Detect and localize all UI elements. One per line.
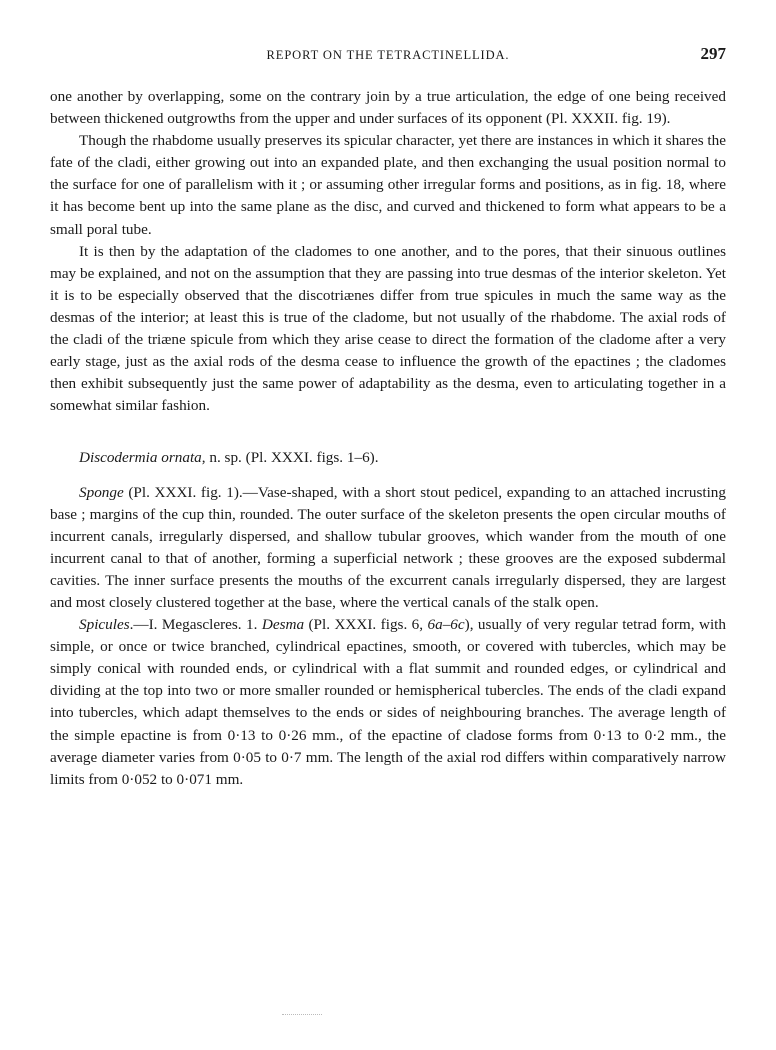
page-header [50,44,726,68]
page-number: 297 [700,44,726,63]
desma-label: Desma [261,616,305,634]
sponge-description: —Vase-shaped, with a short stout pedicel, expanding to an attached incrusting base ; margins of the cup thin, rounded. The outer surface of the skeleton presents the open circular mouths of incurrent canals, irregularly dispersed, and shallow tubular grooves, which wander from the mouth of one incurrent canal to that of another, forming a superficial network ; these grooves are the exposed subdermal cavities. The inner surface presents the mouths of the excurrent canals irregularly dispersed, they are largest and most closely clustered together at the base, where the vertical canals of the stalk open. [50,483,726,611]
paragraph-1: one another by overlapping, some on the contrary join by a true articulation, the edge of one being received between thickened outgrowths from the upper and under surfaces of its opponent (Pl. XXXII. fig. 19). [50,88,726,128]
spicules-description: ), usually of very regular tetrad form, with simple, or once or twice branched, cylindrical epactines, smooth, or covered with tubercles, which may be simply conical with rounded ends, or cylindrical with a flat summit and rounded edges, or cylindrical and dividing at the top into two or more smaller rounded or hemispherical tubercles. The ends of the cladi expand into tubercles, which adapt themselves to the ends or sides of neighbouring branches. The average length of the simple epactine is from 0·13 to 0·26 mm., of the epactine of cladose forms from 0·13 to 0·2 mm., the average diameter varies from 0·05 to 0·7 mm. The length of the axial rod differs within comparatively narrow limits from 0·052 to 0·071 mm. [50,616,726,788]
paragraph-3: It is then by the adaptation of the cladomes to one another, and to the pores, that their sinuous outlines may be explained, and not on the assumption that they are passing into true desmas of the interior skeleton. Yet it is to be especially observed that the discotriænes differ from true spicules in much the same way as the desmas of the interior; at least this is true of the cladome, but not usually of the rhabdome. The axial rods of the cladi of the triæne spicule from which they arise cease to direct the formation of the cladome after a very early stage, just as the axial rods of the desma cease to influence the growth of the epactines ; the cladomes then exhibit subsequently just the same power of adaptability as the desma, even to articulating together in a somewhat similar fashion. [50,242,726,415]
sponge-paragraph [50,482,726,615]
paragraph-2: Though the rhabdome usually preserves its spicular character, yet there are instances in which it shares the fate of the cladi, either growing out into an expanded plate, and then exchanging the usual position normal to the surface for one of parallelism with it ; or assuming other irregular forms and positions, as in fig. 18, where it has become bent up into the same plane as the disc, and curved and thickened to form what appears to be a small poral tube. [50,132,726,238]
desma-reference: (Pl. XXXI. figs. 6, [304,616,428,634]
sponge-label: Sponge [79,483,124,501]
species-reference: , n. sp. (Pl. XXXI. figs. 1–6). [201,449,379,467]
species-heading [50,447,726,469]
body-text [50,86,726,791]
spicules-label: Spicules [79,616,130,634]
running-head: REPORT ON THE TETRACTINELLIDA. [266,48,510,62]
spicules-paragraph [50,614,726,791]
species-name: Discodermia ornata [79,449,202,467]
desma-figure-range: 6a–6c [427,616,465,634]
footer-mark [282,1014,322,1016]
sponge-reference: (Pl. XXXI. fig. 1). [123,483,243,501]
spicules-intro: .—I. Megascleres. 1. [129,616,262,634]
